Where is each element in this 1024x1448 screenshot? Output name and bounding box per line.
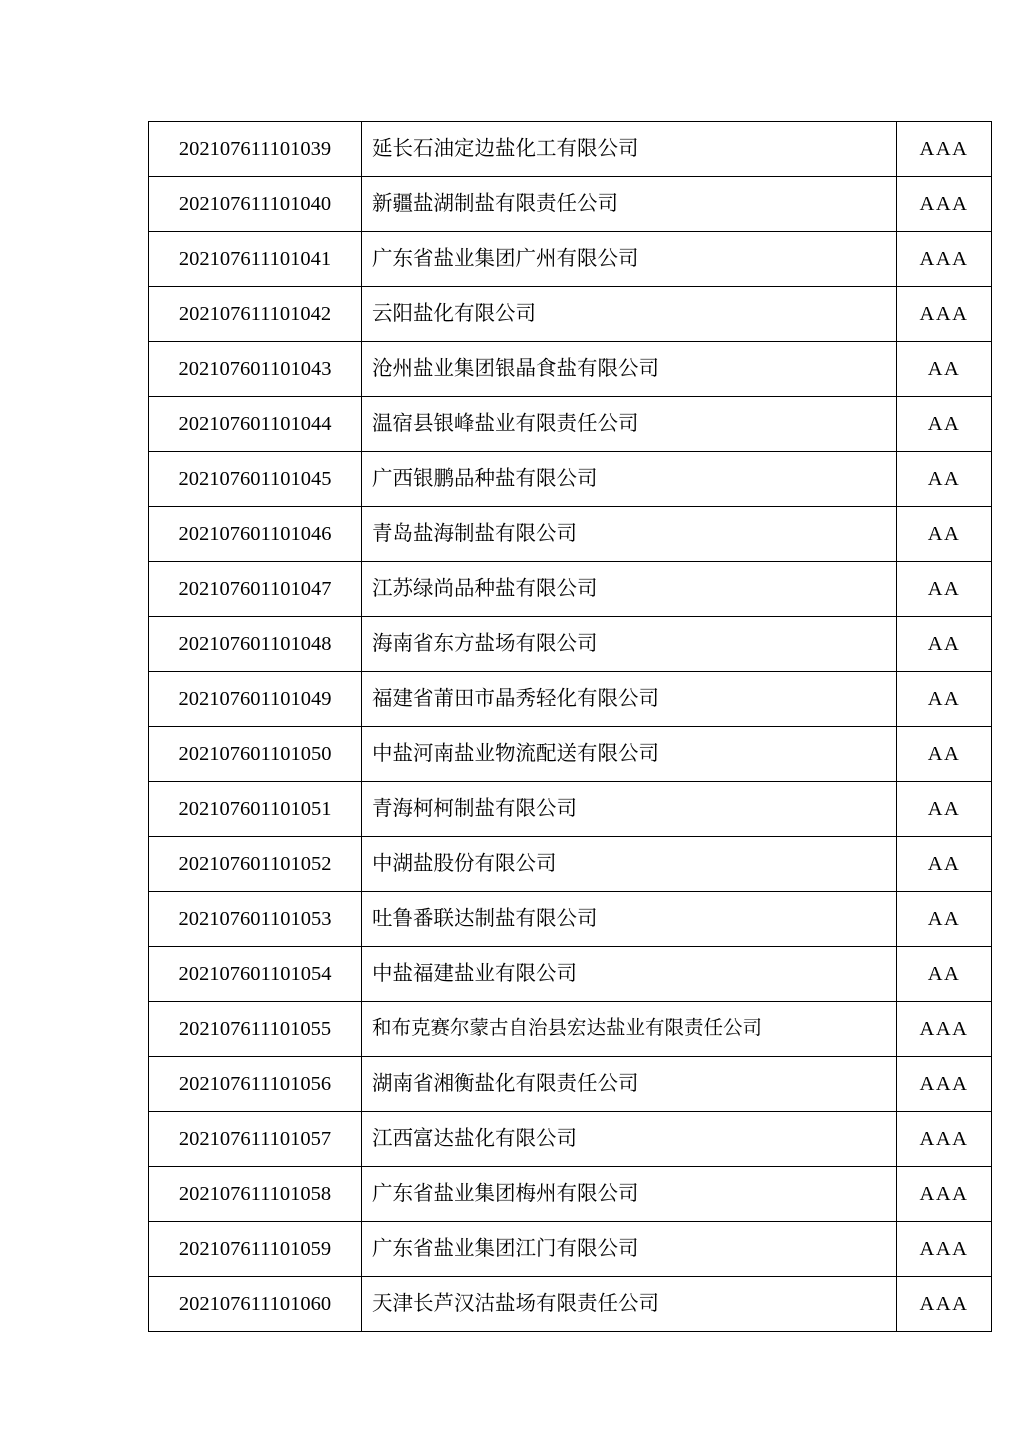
row-code: 202107601101053 <box>149 892 362 947</box>
row-company-name: 湖南省湘衡盐化有限责任公司 <box>362 1057 897 1112</box>
table-row <box>149 782 992 837</box>
row-grade: AA <box>897 397 992 452</box>
table-row <box>149 947 992 1002</box>
table-row <box>149 562 992 617</box>
row-company-name: 青海柯柯制盐有限公司 <box>362 782 897 837</box>
row-code: 202107611101039 <box>149 122 362 177</box>
row-grade: AA <box>897 672 992 727</box>
table-row <box>149 397 992 452</box>
row-grade: AA <box>897 782 992 837</box>
table-row <box>149 837 992 892</box>
row-company-name: 广东省盐业集团梅州有限公司 <box>362 1167 897 1222</box>
row-grade: AAA <box>897 1002 992 1057</box>
row-code: 202107601101045 <box>149 452 362 507</box>
row-company-name: 福建省莆田市晶秀轻化有限公司 <box>362 672 897 727</box>
row-grade: AA <box>897 727 992 782</box>
row-company-name: 广东省盐业集团江门有限公司 <box>362 1222 897 1277</box>
row-company-name: 新疆盐湖制盐有限责任公司 <box>362 177 897 232</box>
row-grade: AAA <box>897 177 992 232</box>
row-grade: AAA <box>897 232 992 287</box>
table-row <box>149 1112 992 1167</box>
row-company-name: 广西银鹏品种盐有限公司 <box>362 452 897 507</box>
row-grade: AAA <box>897 1112 992 1167</box>
row-code: 202107611101055 <box>149 1002 362 1057</box>
row-grade: AAA <box>897 1167 992 1222</box>
row-code: 202107611101056 <box>149 1057 362 1112</box>
row-company-name: 广东省盐业集团广州有限公司 <box>362 232 897 287</box>
row-company-name: 延长石油定边盐化工有限公司 <box>362 122 897 177</box>
row-code: 202107601101047 <box>149 562 362 617</box>
table-row <box>149 342 992 397</box>
row-grade: AAA <box>897 287 992 342</box>
row-grade: AAA <box>897 1277 992 1332</box>
row-grade: AA <box>897 617 992 672</box>
row-code: 202107611101058 <box>149 1167 362 1222</box>
table-row <box>149 1277 992 1332</box>
row-company-name: 青岛盐海制盐有限公司 <box>362 507 897 562</box>
table-row <box>149 232 992 287</box>
certified-companies-table-wrap <box>148 121 969 1332</box>
row-grade: AA <box>897 562 992 617</box>
row-code: 202107611101042 <box>149 287 362 342</box>
table-row <box>149 507 992 562</box>
row-company-name: 温宿县银峰盐业有限责任公司 <box>362 397 897 452</box>
row-grade: AA <box>897 452 992 507</box>
row-code: 202107601101043 <box>149 342 362 397</box>
row-code: 202107601101052 <box>149 837 362 892</box>
row-company-name: 天津长芦汉沽盐场有限责任公司 <box>362 1277 897 1332</box>
row-company-name: 中盐河南盐业物流配送有限公司 <box>362 727 897 782</box>
row-company-name: 和布克赛尔蒙古自治县宏达盐业有限责任公司 <box>362 1002 897 1057</box>
row-code: 202107611101057 <box>149 1112 362 1167</box>
row-company-name: 海南省东方盐场有限公司 <box>362 617 897 672</box>
table-row <box>149 617 992 672</box>
row-code: 202107601101046 <box>149 507 362 562</box>
row-grade: AAA <box>897 1222 992 1277</box>
row-code: 202107601101044 <box>149 397 362 452</box>
row-code: 202107611101041 <box>149 232 362 287</box>
row-company-name: 沧州盐业集团银晶食盐有限公司 <box>362 342 897 397</box>
row-grade: AA <box>897 507 992 562</box>
row-company-name: 中盐福建盐业有限公司 <box>362 947 897 1002</box>
row-grade: AA <box>897 837 992 892</box>
table-row <box>149 1222 992 1277</box>
table-row <box>149 1167 992 1222</box>
certified-companies-table <box>148 121 992 1332</box>
row-code: 202107601101051 <box>149 782 362 837</box>
row-company-name: 吐鲁番联达制盐有限公司 <box>362 892 897 947</box>
row-company-name: 中湖盐股份有限公司 <box>362 837 897 892</box>
table-row <box>149 287 992 342</box>
row-company-name: 云阳盐化有限公司 <box>362 287 897 342</box>
row-code: 202107601101050 <box>149 727 362 782</box>
row-company-name: 江西富达盐化有限公司 <box>362 1112 897 1167</box>
table-row <box>149 1057 992 1112</box>
row-code: 202107611101040 <box>149 177 362 232</box>
row-code: 202107601101054 <box>149 947 362 1002</box>
row-code: 202107611101059 <box>149 1222 362 1277</box>
row-grade: AAA <box>897 122 992 177</box>
row-grade: AA <box>897 947 992 1002</box>
table-row <box>149 177 992 232</box>
table-row <box>149 452 992 507</box>
row-code: 202107611101060 <box>149 1277 362 1332</box>
row-grade: AA <box>897 342 992 397</box>
table-row <box>149 727 992 782</box>
table-row <box>149 1002 992 1057</box>
row-company-name: 江苏绿尚品种盐有限公司 <box>362 562 897 617</box>
table-row <box>149 892 992 947</box>
row-grade: AAA <box>897 1057 992 1112</box>
row-grade: AA <box>897 892 992 947</box>
row-code: 202107601101049 <box>149 672 362 727</box>
table-row <box>149 672 992 727</box>
table-body <box>149 122 992 1332</box>
row-code: 202107601101048 <box>149 617 362 672</box>
table-row <box>149 122 992 177</box>
